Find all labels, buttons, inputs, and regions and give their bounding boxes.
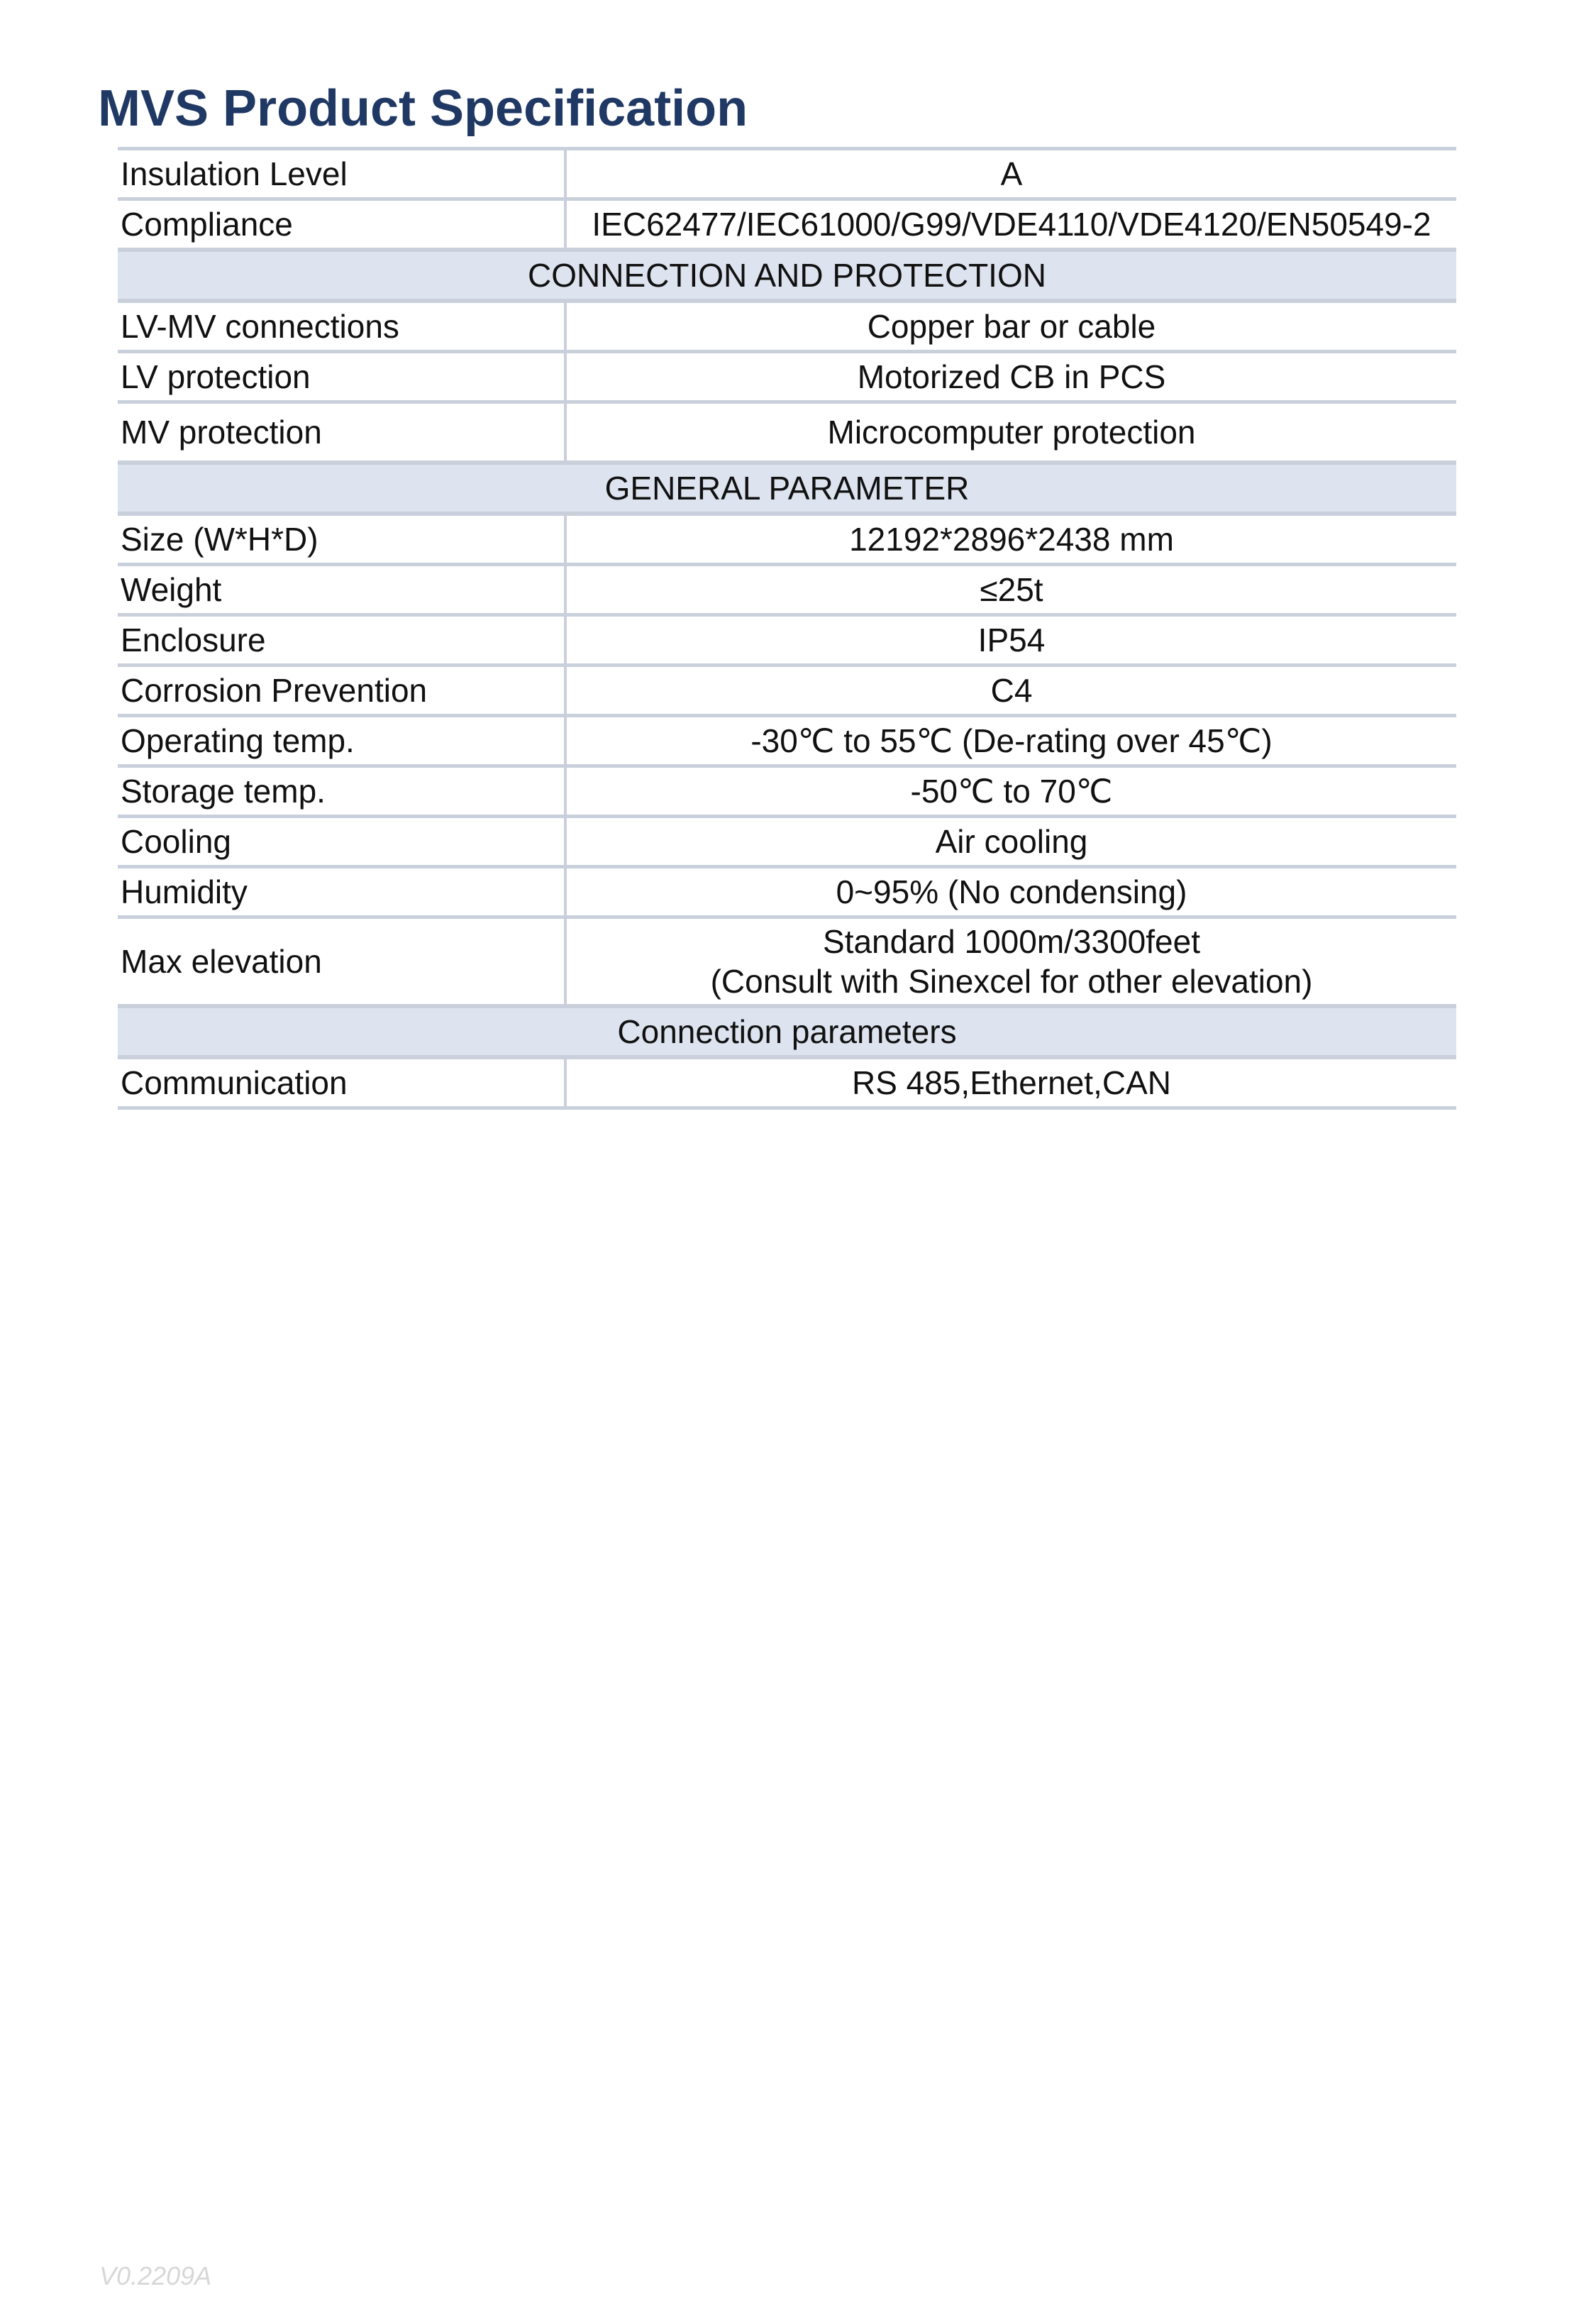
table-row-size <box>118 514 1456 565</box>
row-label: LV protection <box>118 352 565 402</box>
row-label: Weight <box>118 565 565 615</box>
spec-table <box>118 147 1456 1110</box>
section-title: GENERAL PARAMETER <box>118 463 1456 514</box>
table-row-communication <box>118 1057 1456 1108</box>
row-label: Communication <box>118 1057 565 1108</box>
row-value: 12192*2896*2438 mm <box>565 514 1456 565</box>
row-label: Enclosure <box>118 615 565 666</box>
row-value: Air cooling <box>565 817 1456 867</box>
row-label: Max elevation <box>118 917 565 1007</box>
row-value: A <box>565 149 1456 199</box>
page-title: MVS Product Specification <box>98 80 748 137</box>
table-row-enclosure <box>118 615 1456 666</box>
row-label: Storage temp. <box>118 766 565 817</box>
row-label: LV-MV connections <box>118 301 565 352</box>
table-row-cooling <box>118 817 1456 867</box>
row-value: RS 485,Ethernet,CAN <box>565 1057 1456 1108</box>
row-value-line-1: Standard 1000m/3300feet <box>823 923 1200 960</box>
table-row-weight <box>118 565 1456 615</box>
row-value: ≤25t <box>565 565 1456 615</box>
row-value: Copper bar or cable <box>565 301 1456 352</box>
row-value <box>565 917 1456 1007</box>
row-value: IEC62477/IEC61000/G99/VDE4110/VDE4120/EN50549-2 <box>565 199 1456 250</box>
row-label: Humidity <box>118 867 565 917</box>
row-value-line-2: (Consult with Sinexcel for other elevation) <box>710 963 1313 1000</box>
row-value: -50℃ to 70℃ <box>565 766 1456 817</box>
row-value: -30℃ to 55℃ (De-rating over 45℃) <box>565 716 1456 766</box>
row-label: Cooling <box>118 817 565 867</box>
section-title: Connection parameters <box>118 1006 1456 1057</box>
row-value: C4 <box>565 666 1456 716</box>
row-value: Microcomputer protection <box>565 402 1456 463</box>
table-row-mv-protection <box>118 402 1456 463</box>
table-row-max-elevation <box>118 917 1456 1007</box>
row-value: Motorized CB in PCS <box>565 352 1456 402</box>
table-row-storage-temp <box>118 766 1456 817</box>
section-header-connection-protection <box>118 250 1456 301</box>
table-row-compliance <box>118 199 1456 250</box>
row-label: Corrosion Prevention <box>118 666 565 716</box>
row-value: 0~95% (No condensing) <box>565 867 1456 917</box>
section-title: CONNECTION AND PROTECTION <box>118 250 1456 301</box>
section-header-general-parameter <box>118 463 1456 514</box>
table-row-lv-mv-connections <box>118 301 1456 352</box>
table-row-corrosion-prevention <box>118 666 1456 716</box>
table-row-insulation-level <box>118 149 1456 199</box>
row-value: IP54 <box>565 615 1456 666</box>
section-header-connection-parameters <box>118 1006 1456 1057</box>
row-label: Operating temp. <box>118 716 565 766</box>
row-label: Compliance <box>118 199 565 250</box>
row-label: Size (W*H*D) <box>118 514 565 565</box>
row-label: MV protection <box>118 402 565 463</box>
version-label: V0.2209A <box>99 2261 212 2290</box>
table-row-operating-temp <box>118 716 1456 766</box>
table-row-humidity <box>118 867 1456 917</box>
row-label: Insulation Level <box>118 149 565 199</box>
table-row-lv-protection <box>118 352 1456 402</box>
